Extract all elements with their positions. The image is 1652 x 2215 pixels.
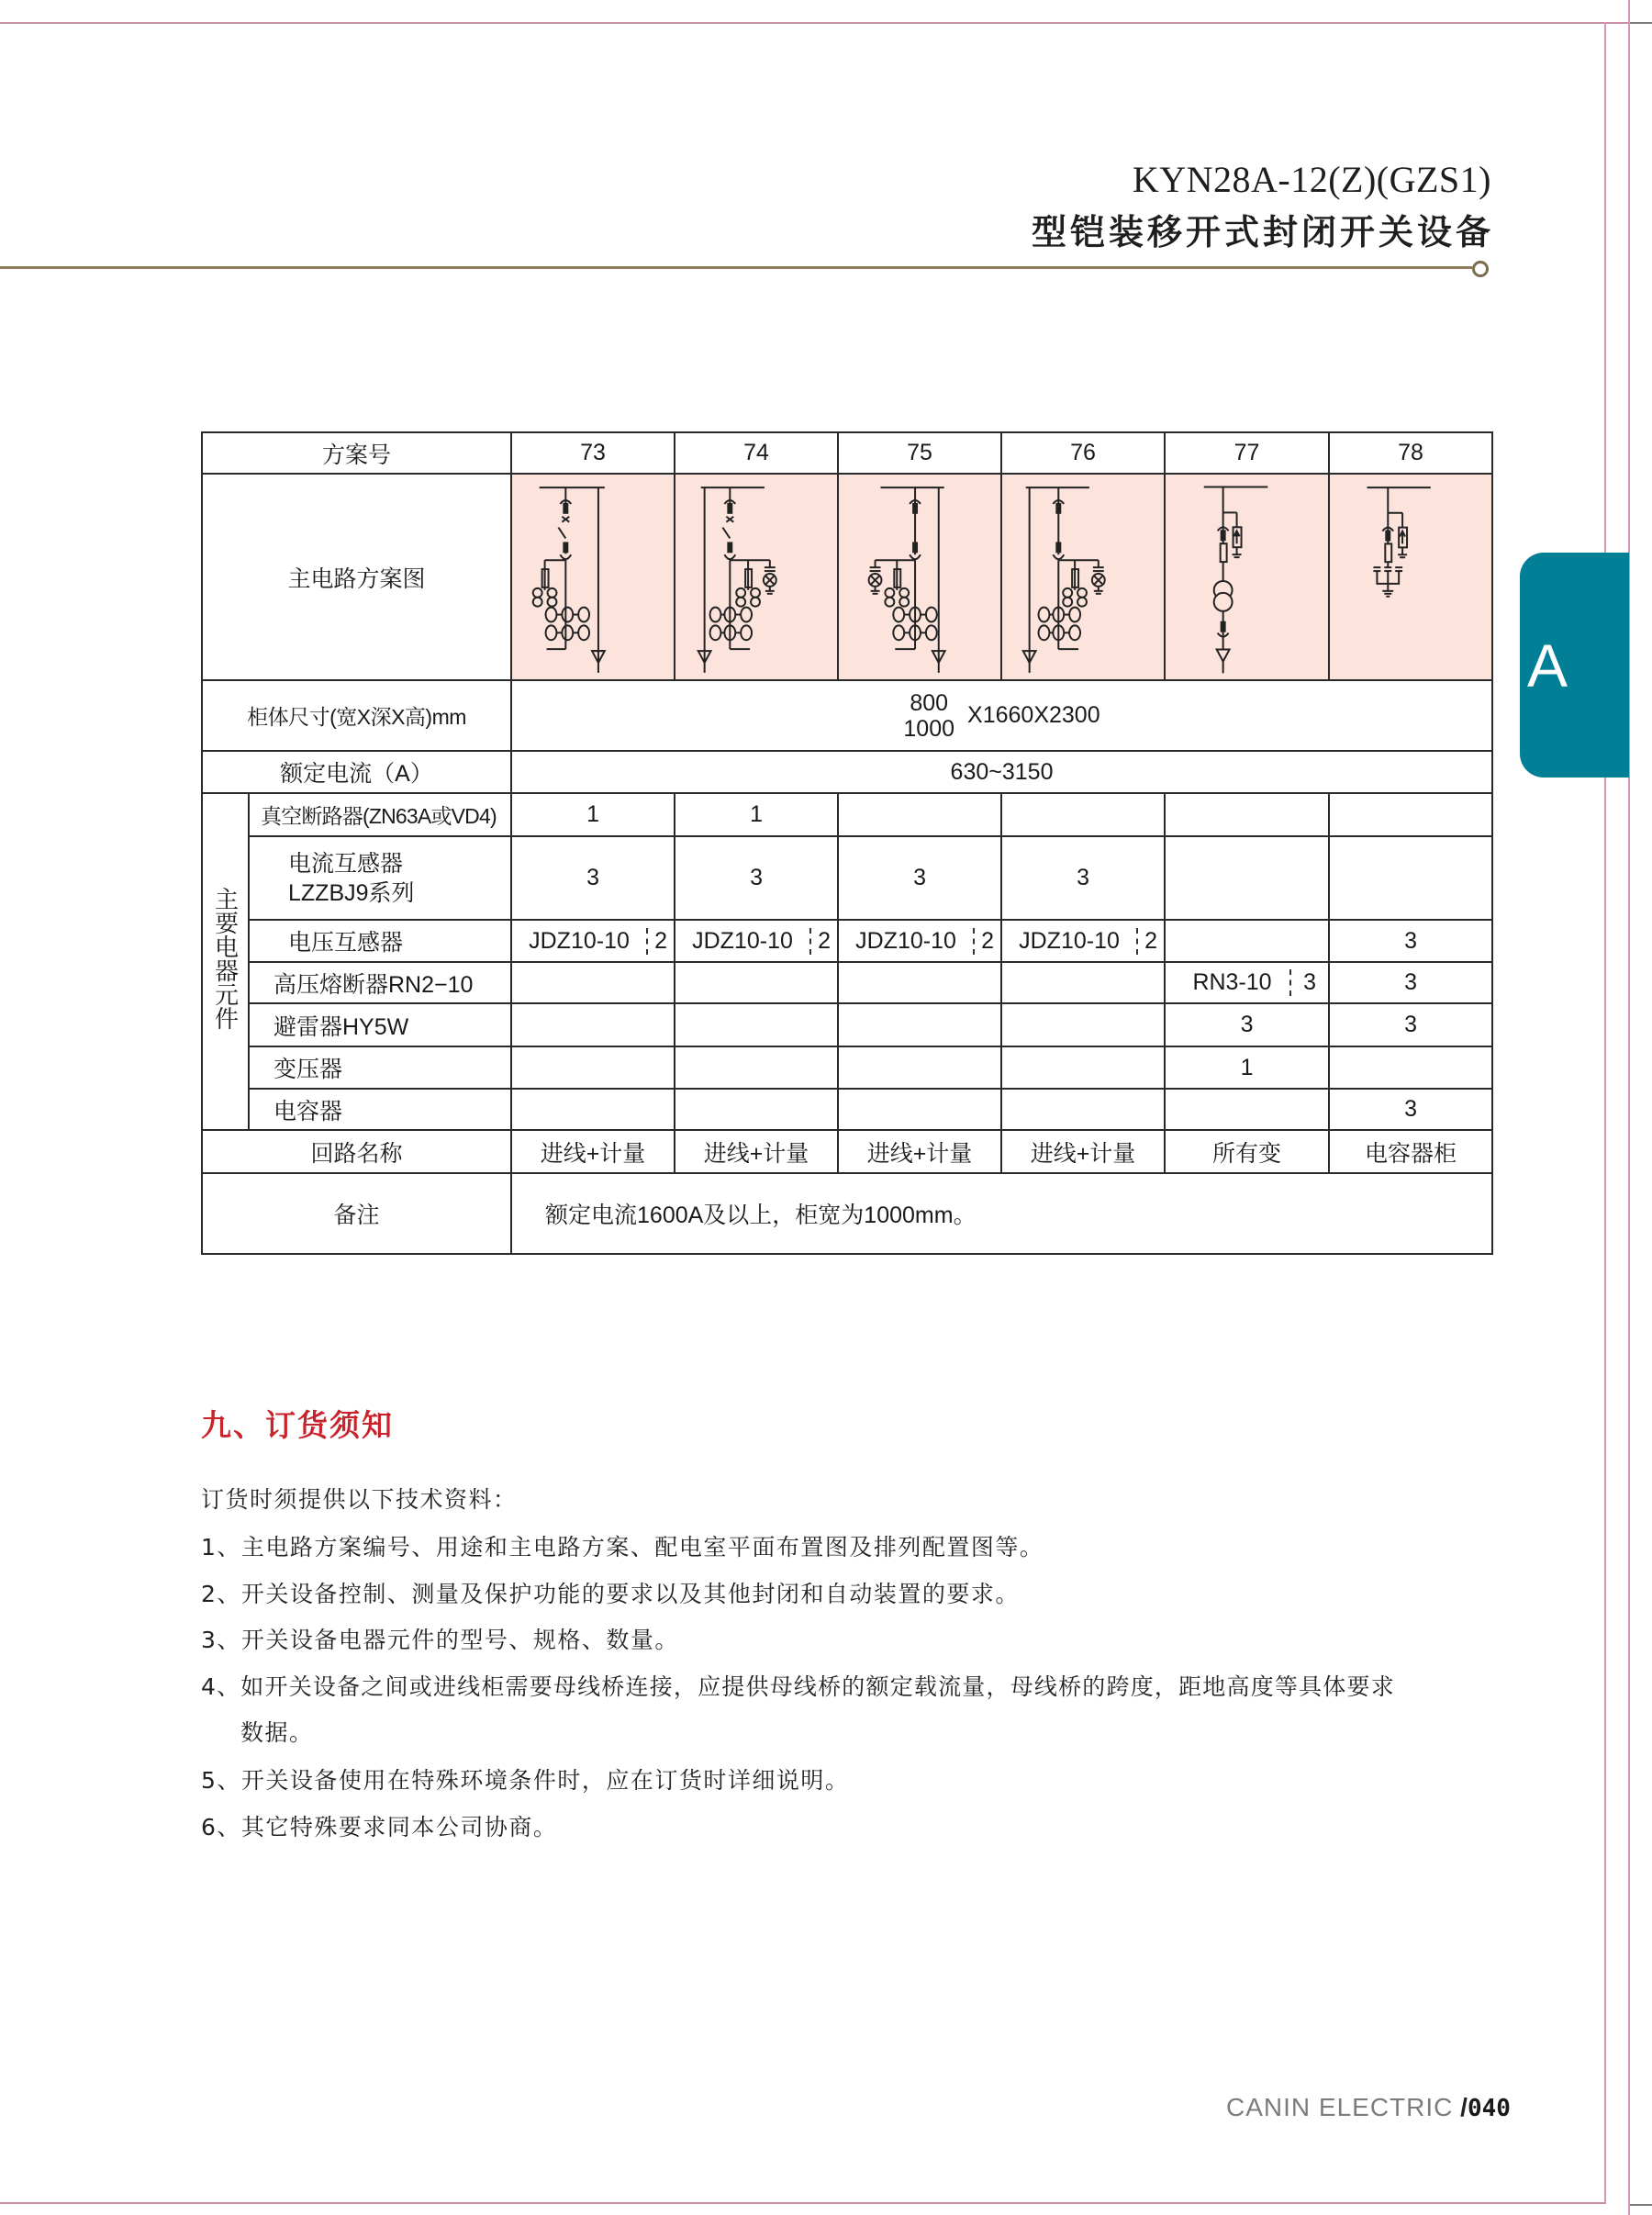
circuit-name: 进线+计量 (1001, 1130, 1165, 1173)
scheme-number: 73 (511, 432, 675, 474)
component-value: 3 (1001, 836, 1165, 920)
component-row (202, 1003, 1492, 1046)
component-row (202, 1046, 1492, 1089)
component-value (1329, 1046, 1492, 1089)
component-value: 1 (675, 793, 838, 836)
component-row (202, 836, 1492, 920)
cabinet-size-label: 柜体尺寸(宽X深X高)mm (202, 680, 511, 751)
component-row (202, 962, 1492, 1003)
component-value: 3 (1329, 920, 1492, 962)
incoming-metering-diagram-icon (839, 475, 1000, 679)
product-model-title: KYN28A-12(Z)(GZS1) (1132, 159, 1491, 200)
diagram-cell-78 (1329, 474, 1492, 680)
scheme-number: 74 (675, 432, 838, 474)
component-value (1001, 920, 1165, 962)
circuit-name: 电容器柜 (1329, 1130, 1492, 1173)
component-label-line: LZZBJ9系列 (288, 879, 415, 906)
component-value: 3 (511, 836, 675, 920)
component-value (1329, 836, 1492, 920)
capacitor-diagram-icon (1330, 475, 1491, 679)
cabinet-size-row (202, 680, 1492, 751)
component-value (511, 1089, 675, 1130)
component-value (511, 920, 675, 962)
component-value: 1 (511, 793, 675, 836)
component-value (1001, 793, 1165, 836)
component-value (838, 962, 1001, 1003)
page-trim-bottom (0, 2202, 1606, 2204)
header-rule (0, 266, 1472, 269)
incoming-metering-diagram-icon (675, 475, 837, 679)
page-footer (1226, 2093, 1511, 2122)
ordering-note-item: 5、开关设备使用在特殊环境条件时，应在订货时详细说明。 (201, 1767, 850, 1794)
component-label: 高压熔断器RN2−10 (249, 962, 511, 1003)
ordering-notes-title: 九、订货须知 (201, 1407, 394, 1443)
remarks-text: 额定电流1600A及以上，柜宽为1000mm。 (511, 1173, 1492, 1254)
diagram-row (202, 474, 1492, 680)
component-value (1001, 1003, 1165, 1046)
component-model: JDZ10-10 (1002, 928, 1138, 955)
component-value: 3 (838, 836, 1001, 920)
header-rule-end-dot (1472, 261, 1489, 277)
diagram-cell-76 (1001, 474, 1165, 680)
ordering-note-item: 1、主电路方案编号、用途和主电路方案、配电室平面布置图及排列配置图等。 (201, 1534, 1044, 1561)
circuit-name-row (202, 1130, 1492, 1173)
remarks-label: 备注 (202, 1173, 511, 1254)
station-transformer-diagram-icon (1166, 475, 1328, 679)
main-components-group-label: 主要电器元件 (202, 793, 249, 1130)
component-value: 1 (1165, 1046, 1329, 1089)
component-value (675, 920, 838, 962)
component-row (202, 1089, 1492, 1130)
component-label-line: 电流互感器 (288, 850, 404, 877)
scheme-number: 78 (1329, 432, 1492, 474)
component-value (838, 920, 1001, 962)
component-value (1001, 1089, 1165, 1130)
component-model: RN3-10 (1166, 969, 1291, 996)
scheme-number-label: 方案号 (202, 432, 511, 474)
component-label (249, 836, 511, 920)
cabinet-width-option: 800 (910, 689, 949, 716)
component-value (1165, 836, 1329, 920)
section-tab-letter: A (1527, 632, 1568, 699)
product-name-title: 型铠装移开式封闭开关设备 (1031, 212, 1494, 252)
component-qty: 2 (1144, 927, 1157, 954)
section-tab[interactable] (1520, 553, 1629, 777)
component-value (1165, 962, 1329, 1003)
component-row (202, 793, 1492, 836)
footer-separator: / (1460, 2093, 1468, 2121)
diagram-cell-73 (511, 474, 675, 680)
component-value (1165, 1089, 1329, 1130)
remarks-row (202, 1173, 1492, 1254)
component-value: 3 (1329, 962, 1492, 1003)
component-value (511, 1003, 675, 1046)
page-edge-top-right (1630, 22, 1652, 24)
component-model: JDZ10-10 (512, 928, 648, 955)
scheme-spec-table (201, 431, 1493, 1255)
diagram-label: 主电路方案图 (202, 474, 511, 680)
page-trim-top (0, 22, 1652, 24)
component-label: 避雷器HY5W (249, 1003, 511, 1046)
component-value (1329, 793, 1492, 836)
component-qty: 3 (1303, 969, 1316, 995)
component-model: JDZ10-10 (675, 928, 811, 955)
component-value (838, 793, 1001, 836)
component-label: 电容器 (249, 1089, 511, 1130)
scheme-number-row (202, 432, 1492, 474)
cabinet-width-option: 1000 (903, 715, 955, 742)
ordering-note-item: 3、开关设备电器元件的型号、规格、数量。 (201, 1627, 679, 1653)
scheme-number: 75 (838, 432, 1001, 474)
component-value (1001, 962, 1165, 1003)
ordering-note-item: 4、如开关设备之间或进线柜需要母线桥连接，应提供母线桥的额定载流量，母线桥的跨度，距地高度等具体要求 (201, 1673, 1395, 1700)
component-value (675, 1046, 838, 1089)
component-value: 3 (1165, 1003, 1329, 1046)
incoming-metering-diagram-icon (1002, 475, 1164, 679)
ordering-note-item: 2、开关设备控制、测量及保护功能的要求以及其他封闭和自动装置的要求。 (201, 1581, 1020, 1607)
diagram-cell-74 (675, 474, 838, 680)
ordering-notes-intro: 订货时须提供以下技术资料： (201, 1486, 518, 1513)
diagram-cell-77 (1165, 474, 1329, 680)
component-qty: 2 (654, 927, 667, 954)
rated-current-label: 额定电流（A） (202, 751, 511, 793)
circuit-name: 进线+计量 (511, 1130, 675, 1173)
component-value (838, 1046, 1001, 1089)
circuit-name: 进线+计量 (675, 1130, 838, 1173)
component-row (202, 920, 1492, 962)
component-value (511, 1046, 675, 1089)
rated-current-value: 630~3150 (511, 751, 1492, 793)
component-label: 变压器 (249, 1046, 511, 1089)
component-value (675, 962, 838, 1003)
cabinet-depth-height: X1660X2300 (967, 702, 1100, 728)
ordering-note-item-continuation: 数据。 (240, 1719, 314, 1746)
rated-current-row (202, 751, 1492, 793)
component-value (511, 962, 675, 1003)
component-label: 真空断路器(ZN63A或VD4) (249, 793, 511, 836)
component-value: 3 (1329, 1089, 1492, 1130)
circuit-name-label: 回路名称 (202, 1130, 511, 1173)
component-label: 电压互感器 (249, 920, 511, 962)
company-name: CANIN ELECTRIC (1226, 2093, 1454, 2121)
component-value (1165, 793, 1329, 836)
component-value (838, 1003, 1001, 1046)
page-trim-right-inner (1604, 22, 1606, 2204)
cabinet-size-value (511, 680, 1492, 751)
circuit-name: 所有变 (1165, 1130, 1329, 1173)
component-value: 3 (1329, 1003, 1492, 1046)
component-value (1001, 1046, 1165, 1089)
scheme-number: 77 (1165, 432, 1329, 474)
component-value (838, 1089, 1001, 1130)
scheme-number: 76 (1001, 432, 1165, 474)
incoming-metering-diagram-icon (512, 475, 674, 679)
component-value (675, 1003, 838, 1046)
component-value (1165, 920, 1329, 962)
page-trim-right-outer (1628, 0, 1630, 2215)
cabinet-width-options (903, 690, 954, 742)
circuit-name: 进线+计量 (838, 1130, 1001, 1173)
component-value: 3 (675, 836, 838, 920)
component-value (675, 1089, 838, 1130)
page-edge-bottom-right (1630, 2204, 1652, 2206)
component-qty: 2 (981, 927, 994, 954)
component-model: JDZ10-10 (839, 928, 975, 955)
component-qty: 2 (818, 927, 831, 954)
diagram-cell-75 (838, 474, 1001, 680)
page-number: 040 (1467, 2095, 1511, 2122)
ordering-note-item: 6、其它特殊要求同本公司协商。 (201, 1814, 558, 1840)
